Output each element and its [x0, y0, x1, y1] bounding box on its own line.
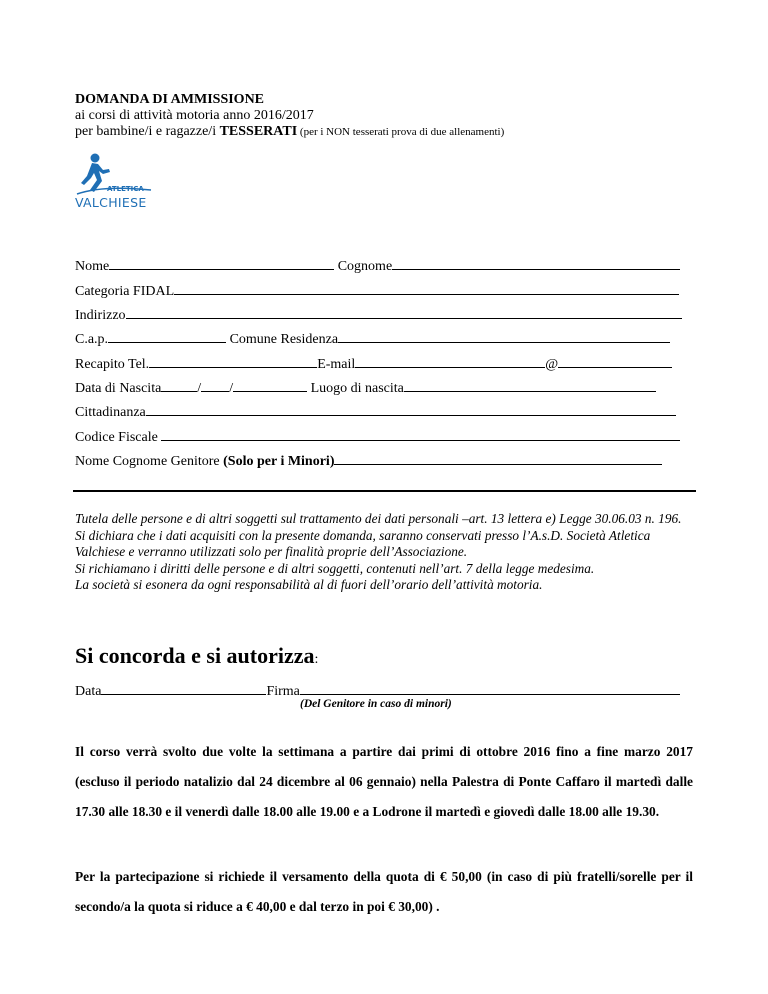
field-row-cap-comune [75, 329, 690, 347]
cittadinanza-input-line[interactable] [146, 402, 676, 416]
cap-label: C.a.p. [75, 332, 109, 347]
birth-month-input-line[interactable] [201, 378, 229, 392]
genitore-minori-note: (Solo per i Minori) [223, 454, 335, 469]
date-separator-2: / [229, 381, 234, 396]
nome-input-line[interactable] [109, 256, 334, 270]
audience-text: per bambine/i e ragazze/i [75, 124, 220, 139]
field-row-cittadinanza [75, 402, 690, 420]
birth-day-input-line[interactable] [161, 378, 197, 392]
data-nascita-label: Data di Nascita [75, 381, 162, 396]
email-label: E-mail [317, 357, 356, 372]
recapito-input-line[interactable] [149, 354, 317, 368]
fee-paragraph: Per la partecipazione si richiede il versamento della quota di € 50,00 (in caso di più fratelli/sorelle per il secondo/a la quota si riduce a € 40,00 e dal terzo in poi € 30,00) . [75, 869, 693, 914]
codice-fiscale-label: Codice Fiscale [75, 430, 162, 445]
cittadinanza-label: Cittadinanza [75, 405, 146, 420]
document-title: DOMANDA DI AMMISSIONE [75, 92, 265, 107]
email-user-input-line[interactable] [355, 354, 545, 368]
target-audience-line [75, 124, 504, 140]
logo-text-valchiese: VALCHIESE [75, 195, 147, 210]
atletica-valchiese-logo [73, 152, 155, 212]
categoria-label: Categoria FIDAL [75, 284, 175, 299]
course-schedule-paragraph: Il corso verrà svolto due volte la settimana a partire dai primi di ottobre 2016 fino a fine marzo 2017 (escluso il periodo natalizio dal 24 dicembre al 06 gennaio) nella Palestra di Ponte Caffaro il martedì dalle 17.30 alle 18.30 e il venerdì dalle 18.00 alle 19.00 e a Lodrone il martedì e giovedì dalle 18.00 alle 19.30. [75, 744, 693, 819]
comune-label: Comune Residenza [226, 332, 339, 347]
field-row-recapito-email [75, 354, 690, 372]
signature-note: (Del Genitore in caso di minori) [300, 698, 452, 710]
course-year-line: ai corsi di attività motoria anno 2016/2017 [75, 108, 314, 123]
indirizzo-label: Indirizzo [75, 308, 126, 323]
cap-input-line[interactable] [108, 329, 226, 343]
consent-heading-colon: : [314, 652, 319, 667]
comune-input-line[interactable] [338, 329, 670, 343]
nome-label: Nome [75, 259, 110, 274]
logo-text-atletica: ATLETICA [107, 185, 144, 193]
consent-heading-text: Si concorda e si autorizza [75, 643, 315, 668]
categoria-input-line[interactable] [174, 281, 679, 295]
data-label: Data [75, 684, 102, 699]
luogo-nascita-input-line[interactable] [404, 378, 656, 392]
privacy-line-3: Si richiamano i diritti delle persone e di altri soggetti, contenuti nell’art. 7 della legge medesima. [75, 560, 595, 576]
luogo-nascita-label: Luogo di nascita [307, 381, 404, 396]
firma-label: Firma [266, 684, 300, 699]
consent-heading [75, 643, 318, 669]
signature-row [75, 681, 690, 699]
birth-year-input-line[interactable] [233, 378, 307, 392]
date-separator-1: / [197, 381, 202, 396]
field-row-nascita [75, 378, 690, 396]
section-divider [73, 490, 696, 492]
email-at-sign: @ [545, 357, 559, 372]
firma-input-line[interactable] [300, 681, 680, 695]
tesserati-label: TESSERATI [219, 124, 298, 139]
field-row-categoria [75, 281, 690, 299]
privacy-line-4: La società si esonera da ogni responsabilità al di fuori dell’orario dell’attività motoria. [75, 577, 543, 592]
data-input-line[interactable] [101, 681, 266, 695]
privacy-line-1: Tutela delle persone e di altri soggetti sul trattamento dei dati personali –art. 13 lettera e) Legge 30.06.03 n. 196. [75, 511, 682, 526]
field-row-codice-fiscale [75, 427, 690, 445]
genitore-input-line[interactable] [334, 451, 662, 465]
trial-note: (per i NON tesserati prova di due allenamenti) [297, 126, 505, 138]
recapito-label: Recapito Tel. [75, 357, 150, 372]
cognome-input-line[interactable] [392, 256, 680, 270]
cognome-label: Cognome [334, 259, 393, 274]
codice-fiscale-input-line[interactable] [161, 427, 680, 441]
email-domain-input-line[interactable] [558, 354, 672, 368]
privacy-notice [75, 511, 700, 594]
field-row-nome-cognome [75, 256, 690, 274]
field-row-genitore [75, 451, 690, 469]
genitore-label: Nome Cognome Genitore [75, 454, 224, 469]
privacy-line-2: Si dichiara che i dati acquisiti con la presente domanda, saranno conservati presso l’A.s.D. Società Atletica Valchiese e verranno utilizzati solo per finalità proprie dell’Associazione. [75, 527, 651, 559]
field-row-indirizzo [75, 305, 690, 323]
indirizzo-input-line[interactable] [126, 305, 682, 319]
